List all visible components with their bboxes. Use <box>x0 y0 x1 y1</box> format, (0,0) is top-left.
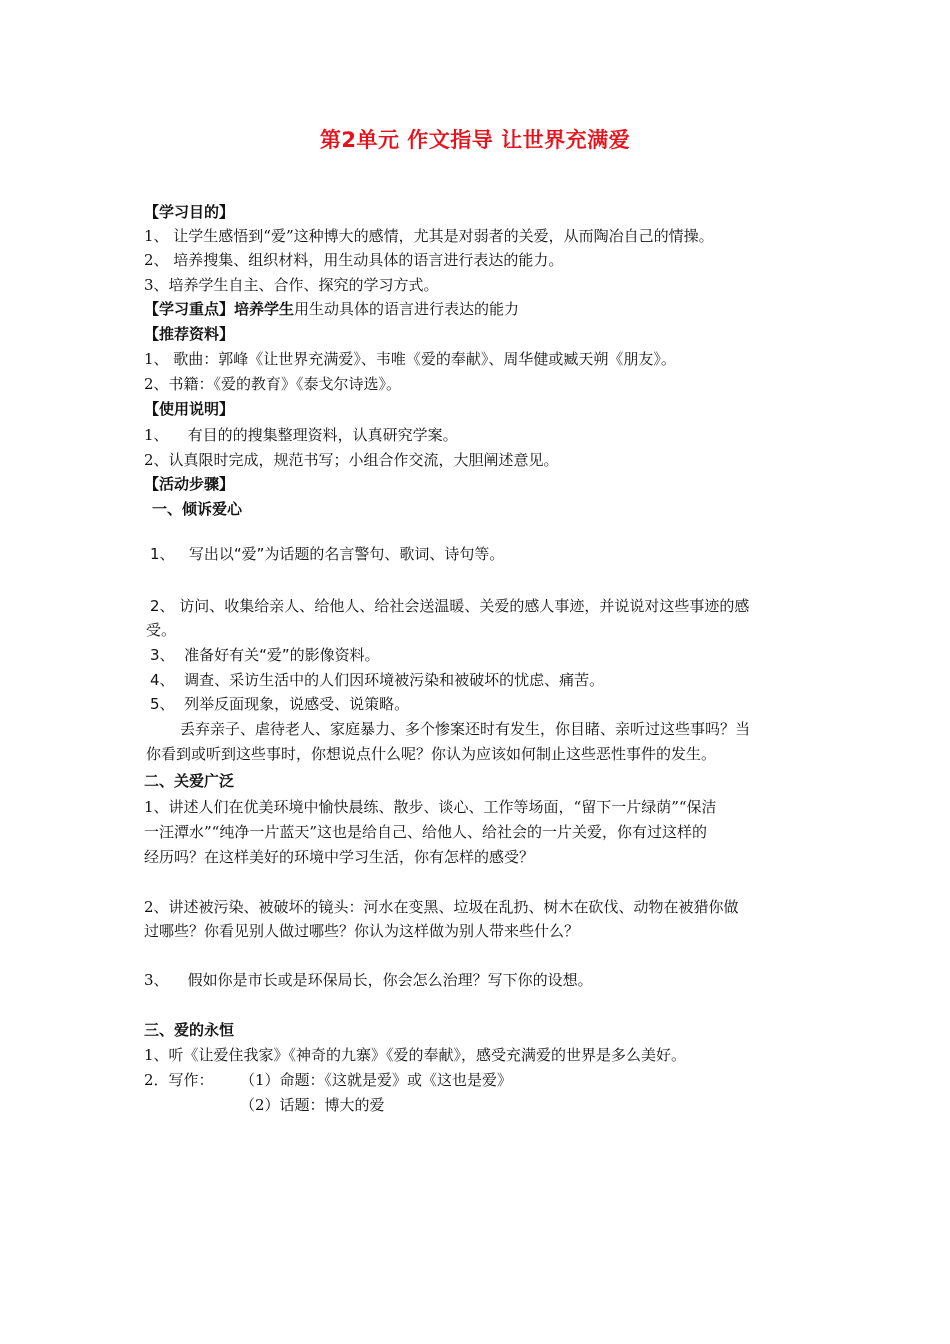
part1-item-4: 4、 调查、采访生活中的人们因环境被污染和被破坏的忧虑、痛苦。 <box>150 671 605 689</box>
part3-heading: 三、爱的永恒 <box>144 1021 235 1039</box>
part1-item-5: 5、 列举反面现象，说感受、说策略。 <box>150 695 410 713</box>
part2-item-3: 3、 假如你是市长或是环保局长，你会怎么治理？写下你的设想。 <box>144 971 593 989</box>
part3-item-2-option: （1）命题：《这就是爱》或《这也是爱》 <box>240 1071 513 1089</box>
steps-heading: 【活动步骤】 <box>144 475 235 493</box>
focus-rest: 用生动具体的语言进行表达的能力 <box>294 300 520 318</box>
part1-item-3: 3、 准备好有关“爱”的影像资料。 <box>150 646 380 664</box>
part3-item-1: 1、听《让爱住我家》《神奇的九寨》《爱的奉献》，感受充满爱的世界是多么美好。 <box>144 1046 687 1064</box>
usage-item: 1、 有目的的搜集整理资料，认真研究学案。 <box>144 426 458 444</box>
objective-item: 1、 让学生感悟到“爱”这种博大的感情，尤其是对弱者的关爱，从而陶冶自己的情操。 <box>144 227 714 245</box>
usage-item: 2、认真限时完成，规范书写；小组合作交流，大胆阐述意见。 <box>144 451 559 469</box>
resource-item: 2、书籍：《爱的教育》《泰戈尔诗选》。 <box>144 375 402 393</box>
part2-item-2-line: 过哪些？你看见别人做过哪些？你认为这样做为别人带来些什么？ <box>144 922 580 940</box>
objective-item: 2、 培养搜集、组织材料，用生动具体的语言进行表达的能力。 <box>144 251 564 269</box>
focus-bold-part: 培养学生 <box>234 300 295 318</box>
resource-item: 1、 歌曲：郭峰《让世界充满爱》、韦唯《爱的奉献》、周华健或臧天朔《朋友》。 <box>144 350 676 368</box>
part1-paragraph-line: 你看到或听到这些事时，你想说点什么呢？你认为应该如何制止这些恶性事件的发生。 <box>146 745 717 763</box>
page-title: 第2单元 作文指导 让世界充满爱 <box>319 128 631 152</box>
focus-line <box>144 299 519 319</box>
objectives-heading: 【学习目的】 <box>144 203 235 221</box>
part3-item-2-option: （2）话题：博大的爱 <box>240 1096 385 1114</box>
part3-item-2-label: 2．写作： <box>144 1071 214 1089</box>
part2-item-1-line: 经历吗？在这样美好的环境中学习生活，你有怎样的感受？ <box>144 848 535 866</box>
part2-item-1-line: 1、讲述人们在优美环境中愉快晨练、散步、谈心、工作等场面，“留下一片绿荫”“保洁 <box>144 798 717 816</box>
part1-heading: 一、倾诉爱心 <box>152 500 243 518</box>
part2-item-1-line: 一汪潭水”“纯净一片蓝天”这也是给自己、给他人、给社会的一片关爱，你有过这样的 <box>144 823 708 841</box>
objective-item: 3、培养学生自主、合作、探究的学习方式。 <box>144 276 439 294</box>
part1-paragraph-line: 丢弃亲子、虐待老人、家庭暴力、多个惨案还时有发生，你目睹、亲听过这些事吗？当 <box>180 720 751 738</box>
part1-item-1: 1、 写出以“爱”为话题的名言警句、歌词、诗句等。 <box>150 545 505 563</box>
part1-item-2-cont: 受。 <box>146 621 177 639</box>
usage-heading: 【使用说明】 <box>144 400 235 418</box>
part2-heading: 二、关爱广泛 <box>144 772 235 790</box>
resources-heading: 【推荐资料】 <box>144 325 235 343</box>
part2-item-2-line: 2、讲述被污染、被破坏的镜头：河水在变黑、垃圾在乱扔、树木在砍伐、动物在被猎你做 <box>144 898 739 916</box>
part1-item-2: 2、 访问、收集给亲人、给他人、给社会送温暖、关爱的感人事迹，并说说对这些事迹的感 <box>150 597 750 615</box>
focus-heading: 【学习重点】 <box>144 300 235 318</box>
